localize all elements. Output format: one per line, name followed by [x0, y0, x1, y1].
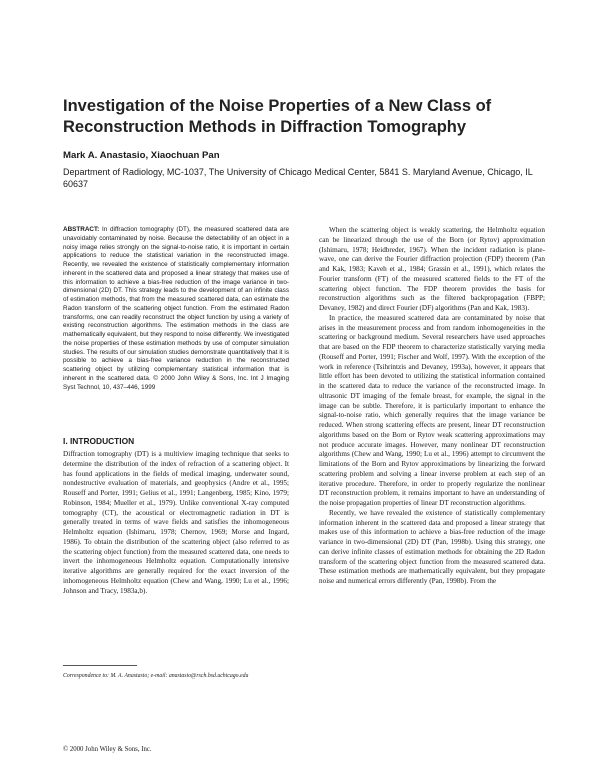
body-paragraph: When the scattering object is weakly scattering, the Helmholtz equation can be linearized through the use of the Born (or Rytov) approximation (Ishimaru, 1978; Heidbreder, 1967). When the incident radiation is plane-wave, one can derive the Fourier diffraction projection (FDP) theorem (Pan and Kak, 1983; Kaveh et al., 1984; Grassin et al., 1991), which relates the Fourier transform (FT) of the measured scattered fields to the FT of the scattering object function. The FDP theorem provides the basis for reconstruction algorithms such as the filtered backpropagation (FBPP; Devaney, 1982) and direct Fourier (DF) algorithms (Pan and Kak, 1983). [319, 226, 545, 312]
body-paragraph: Diffraction tomography (DT) is a multiview imaging technique that seeks to determine the distribution of the index of refraction of a scattering object. It has found applications in the fields of medical imaging, underwater sound, nondestructive evaluation of materials, and geophysics (Andre et al., 1995; Rouseff and Porter, 1991; Gelius et al., 1991; Langenberg, 1985; Kino, 1979; Robinson, 1984; Mueller et al., 1979). Unlike conventional X-ray computed tomography (CT), the acoustical or electromagnetic radiation in DT is generally treated in terms of wave fields and satisfies the inhomogeneous Helmholtz equation (Ishimaru, 1978; Chernov, 1969; Morse and Ingard, 1986). To obtain the distribution of the scattering object (also referred to as the scattering object function) from the measured scattered data, one needs to invert the inhomogeneous Helmholtz equation. Computationally intensive iterative algorithms are generally required for the exact inversion of the inhomogeneous Helmholtz equation (Chew and Wang, 1990; Lu et al., 1996; Johnson and Tracy, 1983a,b). [63, 450, 289, 595]
body-paragraph: Recently, we have revealed the existence of statistically complementary information inherent in the scattered data and proposed a linear strategy that makes use of this information to achieve a bias-free reduction of the image variance in two-dimensional (2D) DT (Pan, 1998b). Using this strategy, one can derive infinite classes of estimation methods for obtaining the 2D Radon transform of the scattering object function from the measured scattered data. These estimation methods are mathematically equivalent, but they propagate noise and numerical errors differently (Pan, 1998b). From the [319, 508, 545, 585]
right-column-body [319, 226, 545, 587]
abstract [63, 226, 289, 392]
section-heading-introduction: I. INTRODUCTION [63, 436, 135, 446]
body-paragraph: In practice, the measured scattered data are contaminated by noise that arises in the measurement process and from random inhomogeneities in the scattering or background medium. Several researchers have used approaches that are based on the FDP theorem to characterize statistically varying media (Rouseff and Porter, 1991; Fischer and Wolf, 1997). With the exception of the work in reference (Tsihrintzis and Devaney, 1993a), however, it appears that little effort has been devoted to utilizing the statistical information contained in the scattered data to reduce the variance of the reconstructed image. In ultrasonic DT imaging of the female breast, for example, the signal in the image can be subtle. Therefore, it is particularly important to enhance the signal-to-noise ratio, which generally requires that the image variance be reduced. When strong scattering effects are present, linear DT reconstruction algorithms based on the Born or Rytov weak scattering approximations may not produce accurate images. However, many nonlinear DT reconstruction algorithms (Chew and Wang, 1990; Lu et al., 1996) attempt to circumvent the limitations of the Born and Rytov approximations by linearizing the forward scattering problem and solving a linear inverse problem at each step of an iterative procedure. Therefore, in order to properly regularize the nonlinear DT reconstruction problem, it remains important to have an understanding of the noise propagation properties of linear DT reconstruction algorithms. [319, 313, 545, 507]
copyright-footer: © 2000 John Wiley & Sons, Inc. [63, 746, 152, 753]
abstract-text: In diffraction tomography (DT), the measured scattered data are unavoidably contaminated by noise. Because the detectability of an object in a noisy image relies strongly on the signal-to-noise ratio, it is important in certain applications to reduce the statistical variation in the reconstructed image. Recently, we revealed the existence of statistically complementary information inherent in the scattered data and proposed a linear strategy that makes use of this information to achieve a bias-free reduction of the image variance in two-dimensional (2D) DT. This strategy leads to the development of an infinite class of estimation methods, that from the measured scattered data, can estimate the Radon transform of the scattering object function. From the estimated Radon transforms, one can readily reconstruct the object function by using a variety of existing reconstruction algorithms. The estimation methods in the class are mathematically equivalent, but they respond to noise differently. We investigated the noise properties of these estimation methods by use of computer simulation studies. The results of our simulation studies demonstrate quantitatively that it is possible to achieve a bias-free variance reduction in the reconstructed scattering object by utilizing complementary statistical information that is inherent in the scattered data. © 2000 John Wiley & Sons, Inc. Int J Imaging Syst Technol, 10, 437–446, 1999 [63, 226, 289, 391]
left-column-body [63, 450, 289, 596]
paper-title: Investigation of the Noise Properties of a New Class of Reconstruction Methods in Diffraction Tomography [63, 97, 492, 136]
abstract-label: ABSTRACT: [63, 226, 100, 233]
author-list: Mark A. Anastasio, Xiaochuan Pan [63, 150, 220, 161]
correspondence-footnote: Correspondence to: M. A. Anastasio; e-mail: anastasio@rsch.bsd.uchicago.edu [63, 673, 249, 679]
author-affiliation: Department of Radiology, MC-1037, The University of Chicago Medical Center, 5841 S. Maryland Avenue, Chicago, IL 60637 [63, 167, 533, 189]
footnote-divider [63, 665, 137, 666]
